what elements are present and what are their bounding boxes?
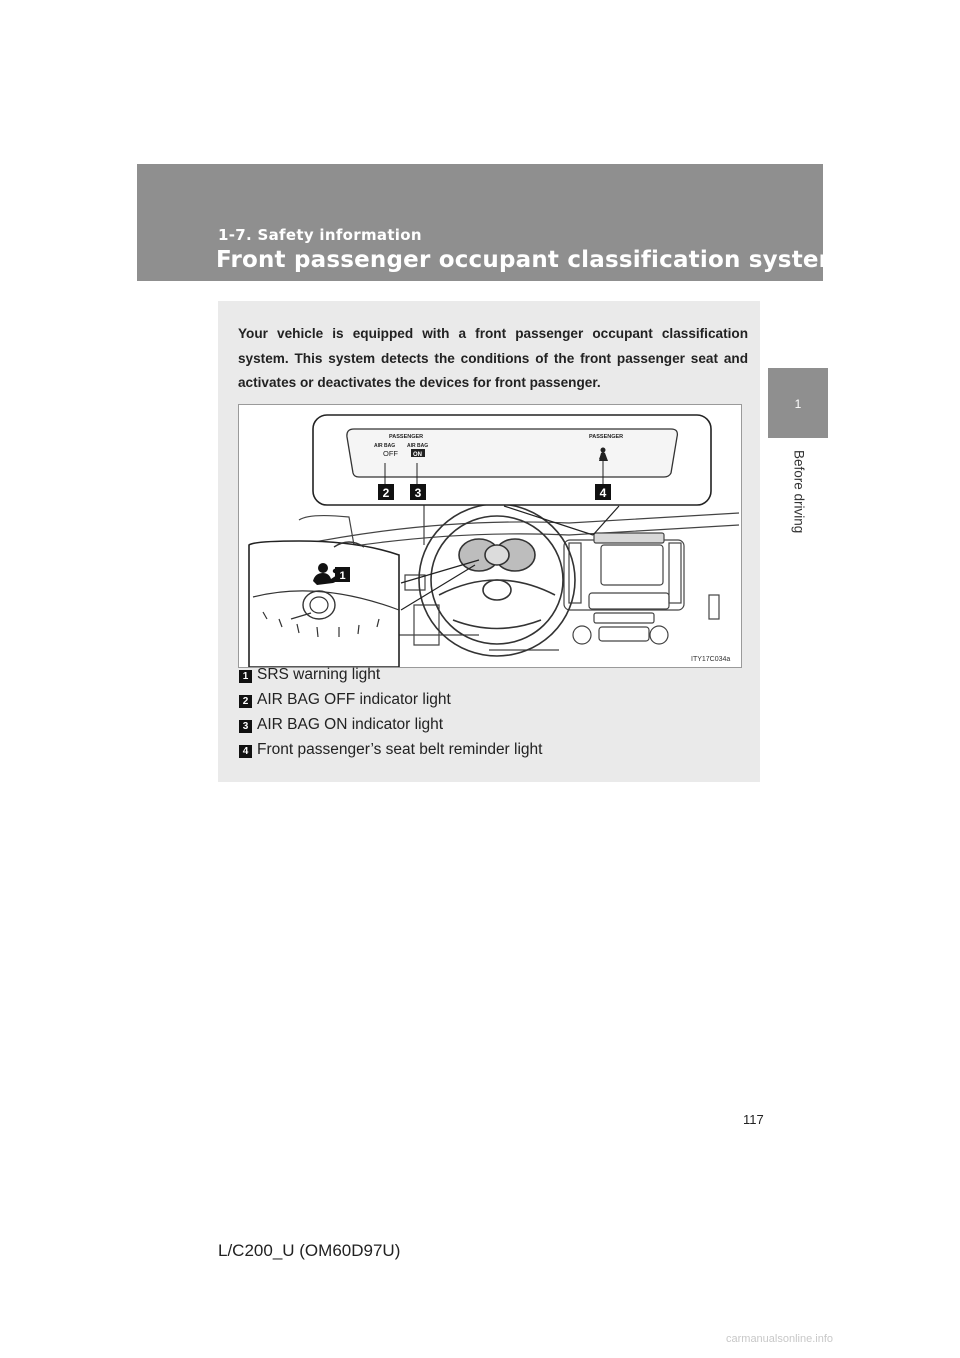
chapter-name: [789, 450, 809, 580]
chapter-name-label: Before driving: [791, 450, 807, 534]
legend-number-badge: 1: [239, 670, 252, 683]
chapter-tab[interactable]: [768, 368, 828, 438]
panel-right-label: PASSENGER: [589, 434, 624, 440]
legend-number-badge: 2: [239, 695, 252, 708]
cluster-inset-callout: [249, 541, 399, 667]
section-label: 1-7. Safety information: [218, 226, 422, 244]
airbag-on-bottom-label: ON: [413, 452, 422, 458]
dashboard-illustration: [239, 405, 741, 667]
document-code: L/C200_U (OM60D97U): [218, 1241, 401, 1260]
steering-wheel: [419, 504, 575, 656]
legend-label: SRS warning light: [257, 666, 381, 683]
airbag-off-top-label: AIR BAG: [374, 443, 396, 449]
watermark: carmanualsonline.info: [726, 1333, 834, 1345]
legend-label: AIR BAG ON indicator light: [257, 716, 444, 733]
dashboard-figure: [238, 404, 742, 668]
legend-label: Front passenger’s seat belt reminder light: [257, 741, 543, 758]
panel-left-label: PASSENGER: [389, 434, 424, 440]
callout-2: 2: [382, 486, 390, 500]
figure-code: ITY17C034a: [691, 656, 731, 663]
chapter-number: 1: [794, 397, 802, 411]
legend-number-badge: 3: [239, 720, 252, 733]
indicator-panel-callout: [313, 415, 711, 505]
legend-label: AIR BAG OFF indicator light: [257, 691, 451, 708]
page-number: 117: [743, 1112, 764, 1127]
airbag-off-bottom-label: OFF: [383, 449, 398, 458]
callout-3: 3: [414, 486, 422, 500]
airbag-on-top-label: AIR BAG: [407, 443, 429, 449]
legend-number-badge: 4: [239, 745, 252, 758]
callout-4: 4: [599, 486, 607, 500]
callout-1: 1: [339, 570, 346, 582]
page-title: Front passenger occupant classification system: [216, 247, 843, 273]
intro-text: Your vehicle is equipped with a front passenger occupant classification system. This system detects the conditions of the front passenger seat and activates or deactivates the devices for front passenger.: [238, 326, 748, 390]
